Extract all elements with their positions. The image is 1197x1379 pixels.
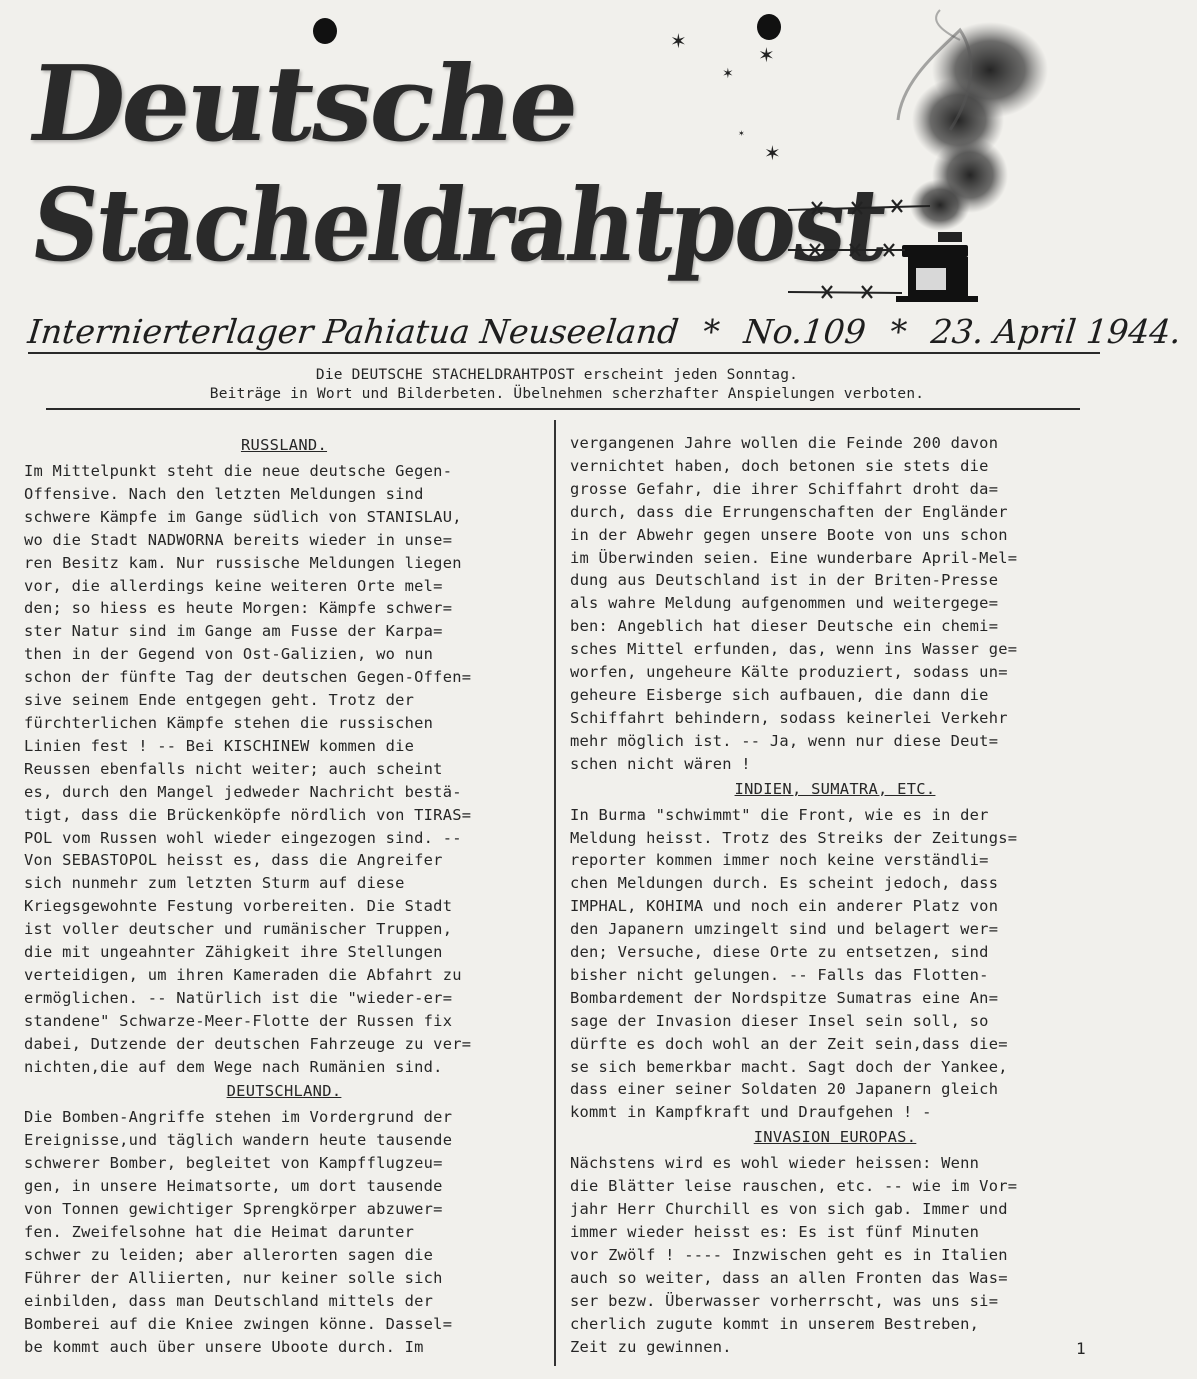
text-line: kommt in Kampfkraft und Draufgehen ! - <box>570 1103 932 1122</box>
masthead-title-line2: Stacheldrahtpost <box>24 166 892 284</box>
text-line: Ereignisse,und täglich wandern heute tausende <box>24 1131 453 1150</box>
text-line: Im Mittelpunkt steht die neue deutsche Gegen- <box>24 462 453 480</box>
text-line: ben: Angeblich hat dieser Deutsche ein chemi= <box>570 617 999 636</box>
text-line: then in der Gegend von Ost-Galizien, wo nun <box>24 645 434 664</box>
text-line: gen, in unsere Heimatsorte, um dort tausende <box>24 1177 443 1196</box>
notice-rule <box>46 408 1080 410</box>
text-line: als wahre Meldung aufgenommen und weitergege= <box>570 594 999 613</box>
text-line: fen. Zweifelsohne hat die Heimat darunter <box>24 1223 415 1241</box>
text-line: schwerer Bomber, begleitet von Kampfflugzeu= <box>24 1154 443 1173</box>
text-line: worfen, ungeheure Kälte produziert, sodass un= <box>570 663 1008 682</box>
text-line: ster Natur sind im Gange am Fusse der Karpa= <box>24 622 443 641</box>
text-line: IMPHAL, KOHIMA und noch ein anderer Platz von <box>570 897 999 916</box>
text-line: von Tonnen gewichtiger Sprengkörper abzuwer= <box>24 1200 443 1219</box>
text-line: dung aus Deutschland ist in der Briten-Presse <box>570 571 999 590</box>
text-line: fürchterlichen Kämpfe stehen die russischen <box>24 713 434 732</box>
article-invasion-europas <box>570 1152 1100 1358</box>
article-russland <box>24 460 544 1078</box>
text-line: Führer der Alliierten, nur keiner solle sich <box>24 1268 443 1287</box>
text-line: cherlich zugute kommt in unserem Bestreben, <box>570 1314 980 1333</box>
text-line: sive seinem Ende entgegen geht. Trotz der <box>24 691 415 710</box>
text-line: jahr Herr Churchill es von sich gab. Immer und <box>570 1200 1008 1219</box>
svg-text:✶: ✶ <box>738 129 745 138</box>
text-line: einbilden, dass man Deutschland mittels der <box>24 1291 434 1310</box>
text-line: Bombardement der Nordspitze Sumatras eine An= <box>570 988 999 1007</box>
text-line: chen Meldungen durch. Es scheint jedoch, dass <box>570 874 999 893</box>
text-line: nichten,die auf dem Wege nach Rumänien sind. <box>24 1057 443 1076</box>
text-line: in der Abwehr gegen unsere Boote von uns schon <box>570 525 1008 544</box>
text-line: auch so weiter, dass an allen Fronten das Was= <box>570 1268 1008 1287</box>
text-line: durch, dass die Errungenschaften der Engländer <box>570 502 1008 521</box>
text-line: Kriegsgewohnte Festung vorbereiten. Die Stadt <box>24 897 453 916</box>
text-line: schwere Kämpfe im Gange südlich von STANISLAU, <box>24 507 462 526</box>
masthead-title-line1: Deutsche <box>21 42 586 165</box>
text-line: Schiffahrt behindern, sodass keinerlei Verkehr <box>570 708 1008 727</box>
text-line: vernichtet haben, doch betonen sie stets die <box>570 456 989 475</box>
text-line: ermöglichen. -- Natürlich ist die "wieder-er= <box>24 988 453 1007</box>
text-line: se sich bemerkbar macht. Sagt doch der Yankee, <box>570 1057 1008 1076</box>
smoke-plume-icon <box>898 10 1048 231</box>
article-indien-sumatra <box>570 804 1100 1125</box>
text-line: im Überwinden seien. Eine wunderbare April-Mel= <box>570 548 1018 567</box>
text-line: standene" Schwarze-Meer-Flotte der Russen fix <box>24 1011 453 1030</box>
text-line: die Blätter leise rauschen, etc. -- wie im Vor= <box>570 1177 1018 1196</box>
article-deutschland-continued <box>570 432 1100 776</box>
text-line: ist voller deutscher und rumänischer Truppen, <box>24 920 453 939</box>
section-heading-indien: INDIEN, SUMATRA, ETC. <box>734 779 936 798</box>
text-line: vergangenen Jahre wollen die Feinde 200 davon <box>570 434 999 452</box>
text-line: ren Besitz kam. Nur russische Meldungen liegen <box>24 553 462 572</box>
text-line: Reussen ebenfalls nicht weiter; auch scheint <box>24 759 443 778</box>
text-line: Offensive. Nach den letzten Meldungen sind <box>24 484 424 503</box>
text-line: dabei, Dutzende der deutschen Fahrzeuge zu ver= <box>24 1034 472 1053</box>
star-icon <box>670 29 781 165</box>
text-line: den; so hiess es heute Morgen: Kämpfe schwer= <box>24 599 453 618</box>
subtitle-separator: * <box>888 312 909 351</box>
text-line: mehr möglich ist. -- Ja, wenn nur diese Deut= <box>570 731 999 750</box>
text-line: verteidigen, um ihren Kameraden die Abfahrt zu <box>24 965 462 984</box>
text-line: immer wieder heisst es: Es ist fünf Minuten <box>570 1223 980 1241</box>
text-line: dürfte es doch wohl an der Zeit sein,dass die= <box>570 1034 1008 1053</box>
text-line: Meldung heisst. Trotz des Streiks der Zeitungs= <box>570 828 1018 847</box>
svg-text:✶: ✶ <box>758 43 775 67</box>
text-line: schwer zu leiden; aber allerorten sagen die <box>24 1245 434 1264</box>
text-line: sage der Invasion dieser Insel sein soll, so <box>570 1011 989 1030</box>
text-line: sches Mittel erfunden, das, wenn ins Wasser ge= <box>570 640 1018 659</box>
text-line: es, durch den Mangel jedweder Nachricht bestä- <box>24 782 462 801</box>
text-line: Nächstens wird es wohl wieder heissen: Wenn <box>570 1154 980 1173</box>
text-line: schon der fünfte Tag der deutschen Gegen-Offen= <box>24 668 472 687</box>
article-deutschland <box>24 1106 544 1358</box>
text-line: die mit ungeahnter Zähigkeit ihre Stellungen <box>24 943 443 962</box>
text-line: Die Bomben-Angriffe stehen im Vordergrund der <box>24 1108 453 1127</box>
issue-number: No.109 <box>742 312 868 351</box>
svg-text:✶: ✶ <box>670 29 687 53</box>
text-line: vor Zwölf ! ---- Inzwischen geht es in Italien <box>570 1245 1008 1264</box>
masthead-subtitle <box>26 312 1184 352</box>
text-line: ser bezw. Überwasser vorherrscht, was uns si= <box>570 1291 999 1310</box>
text-line: den; Versuche, diese Orte zu entsetzen, sind <box>570 943 989 962</box>
text-line: bisher nicht gelungen. -- Falls das Flotten- <box>570 965 989 984</box>
right-column <box>570 432 1100 1358</box>
text-line: sich nunmehr zum letzten Sturm auf diese <box>24 874 405 893</box>
publication-notice-line1: Die DEUTSCHE STACHELDRAHTPOST erscheint jeden Sonntag. <box>315 367 799 383</box>
text-line: Von SEBASTOPOL heisst es, dass die Angreifer <box>24 851 443 870</box>
subtitle-separator: * <box>701 312 722 351</box>
svg-text:✶: ✶ <box>764 141 781 165</box>
chimney-hut-icon <box>896 232 978 302</box>
left-column <box>24 432 544 1358</box>
text-line: Bomberei auf die Kniee zwingen könne. Dassel= <box>24 1314 453 1333</box>
text-line: grosse Gefahr, die ihrer Schiffahrt droht da= <box>570 479 999 498</box>
issue-date: 23. April 1944. <box>929 312 1184 351</box>
text-line: be kommt auch über unsere Uboote durch. Im <box>24 1337 424 1356</box>
column-divider <box>554 420 556 1366</box>
text-line: Linien fest ! -- Bei KISCHINEW kommen die <box>24 736 415 755</box>
svg-text:✶: ✶ <box>722 66 734 82</box>
text-line: Zeit zu gewinnen. <box>570 1337 732 1356</box>
text-line: tigt, dass die Brückenköpfe nördlich von TIRAS= <box>24 805 472 824</box>
text-line: vor, die allerdings keine weiteren Orte mel= <box>24 576 443 595</box>
text-line: geheure Eisberge sich aufbauen, die dann die <box>570 685 989 704</box>
text-line: den Japanern umzingelt sind und belagert wer= <box>570 920 999 939</box>
section-heading-russland: RUSSLAND. <box>240 436 328 454</box>
text-line: wo die Stadt NADWORNA bereits wieder in unse= <box>24 530 453 549</box>
text-line: POL vom Russen wohl wieder eingezogen sind. -- <box>24 828 462 847</box>
text-line: In Burma "schwimmt" die Front, wie es in der <box>570 805 989 824</box>
punch-hole <box>313 18 337 44</box>
text-line: reporter kommen immer noch keine verständli= <box>570 851 989 870</box>
text-line: dass einer seiner Soldaten 20 Japanern gleich <box>570 1080 999 1099</box>
text-line: schen nicht wären ! <box>570 754 751 773</box>
page-number: 1 <box>1076 1339 1086 1358</box>
masthead-rule <box>28 352 1100 354</box>
publication-notice-line2: Beiträge in Wort und Bilderbeten. Übelnehmen scherzhafter Anspielungen verboten. <box>209 386 925 402</box>
section-heading-invasion: INVASION EUROPAS. <box>753 1128 917 1147</box>
section-heading-deutschland: DEUTSCHLAND. <box>226 1082 342 1101</box>
barbed-wire-smoke-illustration <box>640 0 1114 310</box>
camp-name: Internierterlager Pahiatua Neuseeland <box>26 312 681 351</box>
